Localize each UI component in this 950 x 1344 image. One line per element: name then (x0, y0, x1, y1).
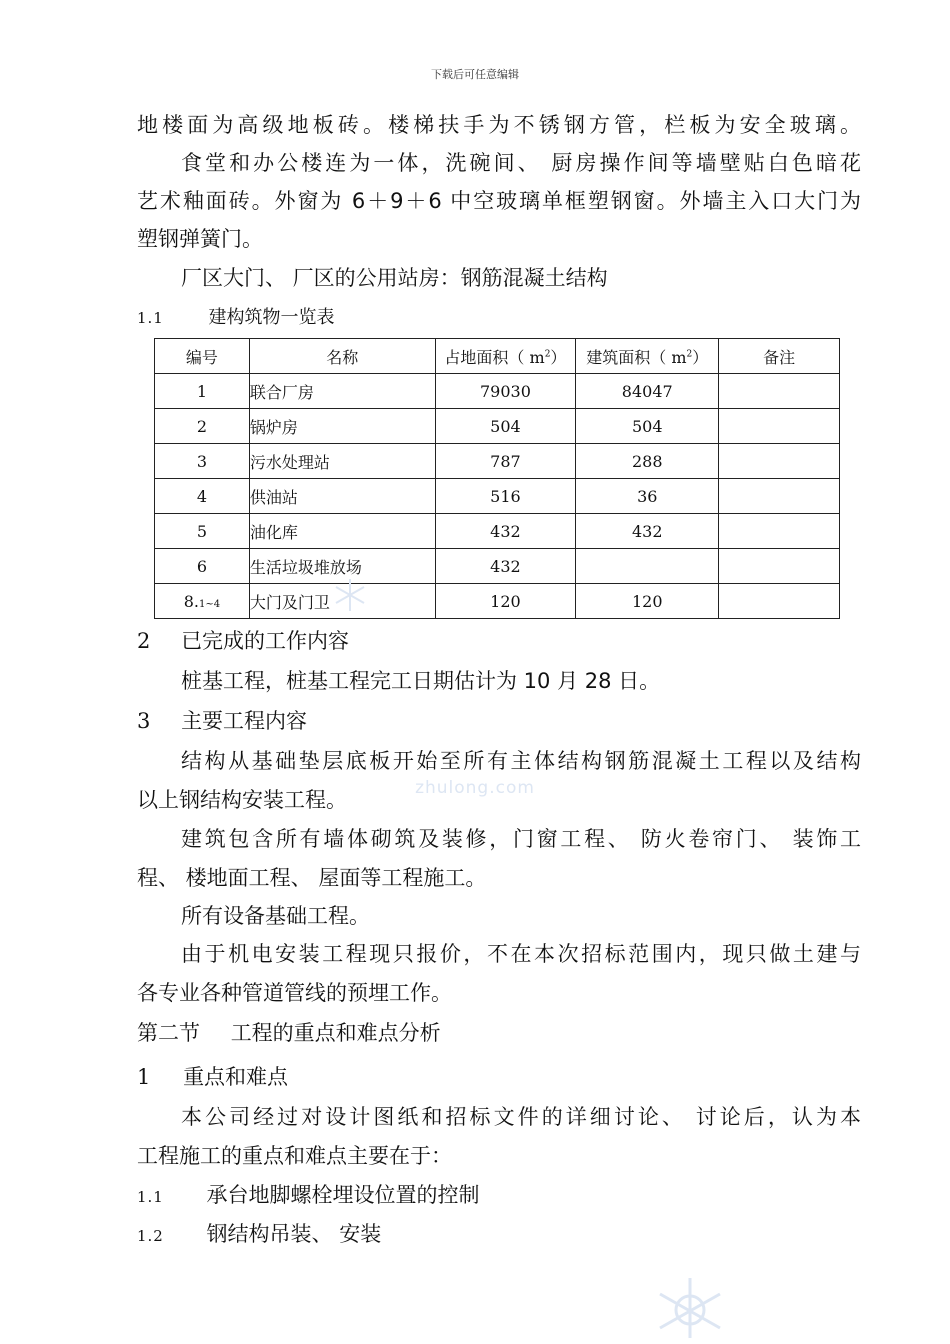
header-note: 下载后可任意编辑 (431, 68, 519, 81)
para-line: 食堂和办公楼连为一体，洗碗间、 厨房操作间等墙壁贴白色暗花 (181, 151, 861, 175)
para-line: 建筑包含所有墙体砌筑及装修，门窗工程、 防火卷帘门、 装饰工 (181, 827, 861, 851)
para-line: 所有设备基础工程。 (181, 904, 370, 928)
chapter-label: 第二节 (137, 1021, 200, 1045)
para-line: 结构从基础垫层底板开始至所有主体结构钢筋混凝土工程以及结构 (181, 749, 861, 773)
table-row (155, 374, 840, 409)
table-row (155, 479, 840, 514)
cell-land: 120 (435, 584, 576, 619)
para-line: 各专业各种管道管线的预埋工作。 (137, 981, 452, 1005)
para-line: 地楼面为高级地板砖。楼梯扶手为不锈钢方管，栏板为安全玻璃。 (137, 113, 861, 137)
section-title: 已完成的工作内容 (181, 629, 350, 653)
table-row (155, 549, 840, 584)
cell-no: 1 (155, 374, 250, 409)
section-title: 主要工程内容 (181, 709, 308, 733)
para-line: 塑钢弹簧门。 (137, 227, 263, 251)
header-land-text: 占地面积（ m (444, 347, 545, 367)
cell-build (576, 549, 719, 584)
cell-no: 3 (155, 444, 250, 479)
header-paren: ） (692, 347, 709, 367)
cell-name: 供油站 (249, 479, 435, 514)
cell-no-main: 8. (183, 591, 200, 611)
cell-land: 432 (435, 514, 576, 549)
sub-title: 重点和难点 (183, 1065, 289, 1089)
header-cell-build (576, 339, 719, 374)
header-cell-land (435, 339, 576, 374)
section-number: 3 (137, 709, 151, 733)
table-row (155, 514, 840, 549)
item-number: 1.2 (137, 1227, 164, 1245)
section-title: 建构筑物一览表 (208, 307, 335, 328)
cell-land: 787 (435, 444, 576, 479)
cell-no-sub: 1~4 (199, 598, 221, 610)
header-cell-note: 备注 (719, 339, 840, 374)
section-number: 2 (137, 629, 151, 653)
sub-number: 1 (137, 1065, 151, 1089)
para-line: 由于机电安装工程现只报价，不在本次招标范围内，现只做土建与 (181, 942, 861, 966)
cell-note (719, 514, 840, 549)
para-line: 桩基工程，桩基工程完工日期估计为 10 月 28 日。 (181, 669, 661, 693)
para-line: 以上钢结构安装工程。 (137, 788, 347, 812)
cell-build: 432 (576, 514, 719, 549)
table-row (155, 444, 840, 479)
para-line: 厂区大门、 厂区的公用站房：钢筋混凝土结构 (181, 266, 608, 290)
table-row (155, 584, 840, 619)
cell-name: 污水处理站 (249, 444, 435, 479)
cell-build: 120 (576, 584, 719, 619)
header-paren: ） (550, 347, 567, 367)
cell-note (719, 584, 840, 619)
cell-name: 联合厂房 (249, 374, 435, 409)
para-line: 工程施工的重点和难点主要在于： (137, 1144, 452, 1168)
chapter-heading (137, 1018, 861, 1048)
header-build-text: 建筑面积（ m (586, 347, 687, 367)
item-heading-1-2 (137, 1219, 861, 1251)
header-cell-no: 编号 (155, 339, 250, 374)
cell-note (719, 549, 840, 584)
watermark-snowflake-icon (330, 575, 370, 615)
buildings-table (154, 338, 840, 619)
section-number: 1.1 (137, 309, 164, 327)
watermark-snowflake-icon (640, 1272, 740, 1340)
header-cell-name: 名称 (249, 339, 435, 374)
cell-no: 5 (155, 514, 250, 549)
cell-no: 6 (155, 549, 250, 584)
cell-build: 36 (576, 479, 719, 514)
cell-name: 生活垃圾堆放场 (249, 549, 435, 584)
section-heading-3 (137, 706, 861, 736)
para-line: 本公司经过对设计图纸和招标文件的详细讨论、 讨论后，认为本 (181, 1105, 861, 1129)
item-heading-1-1 (137, 1180, 861, 1212)
cell-note (719, 409, 840, 444)
table-header-row (155, 339, 840, 374)
chapter-title: 工程的重点和难点分析 (230, 1021, 441, 1045)
cell-name: 油化库 (249, 514, 435, 549)
item-number: 1.1 (137, 1188, 164, 1206)
cell-no: 2 (155, 409, 250, 444)
cell-name: 锅炉房 (249, 409, 435, 444)
cell-note (719, 444, 840, 479)
section-heading-2 (137, 626, 861, 656)
item-title: 钢结构吊装、 安装 (206, 1222, 382, 1246)
cell-no: 4 (155, 479, 250, 514)
cell-note (719, 374, 840, 409)
sub-heading-1 (137, 1062, 861, 1092)
section-heading-1-1 (137, 301, 861, 333)
unit-superscript: 2 (686, 349, 693, 360)
item-title: 承台地脚螺栓埋设位置的控制 (206, 1183, 480, 1207)
para-line: 程、 楼地面工程、 屋面等工程施工。 (137, 866, 487, 890)
cell-build: 84047 (576, 374, 719, 409)
cell-build: 288 (576, 444, 719, 479)
watermark-text: zhulong.com (415, 778, 535, 798)
cell-note (719, 479, 840, 514)
cell-land: 516 (435, 479, 576, 514)
para-line: 艺术釉面砖。外窗为 6＋9＋6 中空玻璃单框塑钢窗。外墙主入口大门为 (137, 189, 861, 213)
cell-build: 504 (576, 409, 719, 444)
cell-land: 432 (435, 549, 576, 584)
cell-land: 79030 (435, 374, 576, 409)
cell-no (155, 584, 250, 619)
unit-superscript: 2 (544, 349, 551, 360)
cell-land: 504 (435, 409, 576, 444)
cell-name: 大门及门卫 (249, 584, 435, 619)
table-row (155, 409, 840, 444)
